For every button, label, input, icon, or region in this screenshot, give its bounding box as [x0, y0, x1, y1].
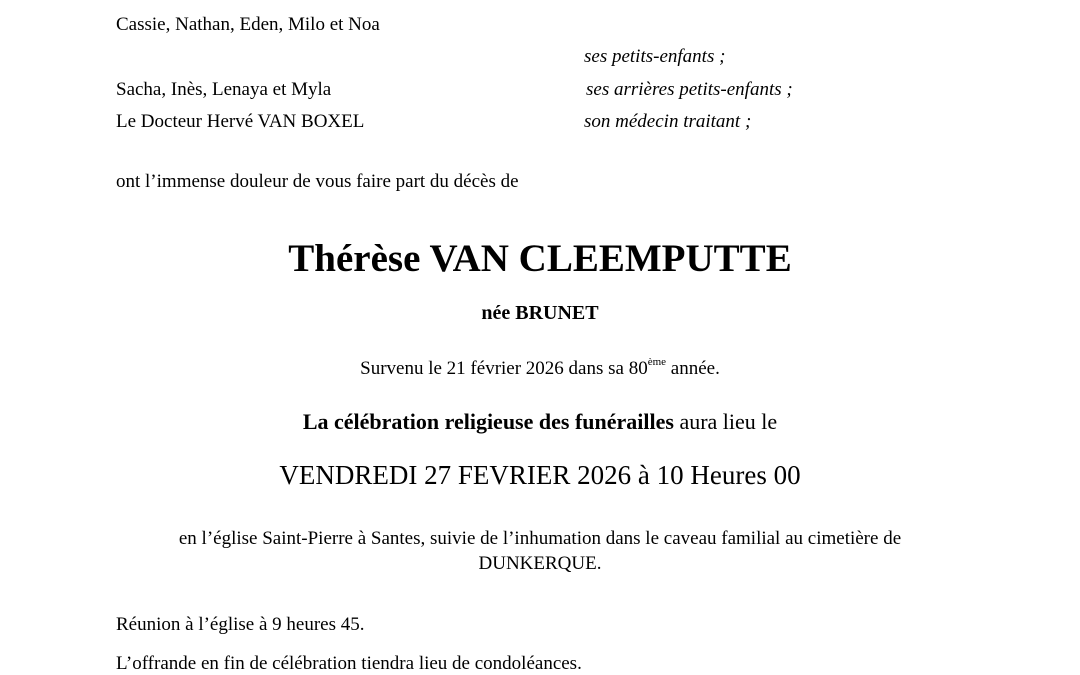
doctor-name: Le Docteur Hervé VAN BOXEL [116, 111, 365, 132]
ceremony-line [0, 409, 1080, 435]
great-grandchildren-role: ses arrières petits-enfants ; [586, 79, 793, 100]
doctor-role: son médecin traitant ; [584, 111, 752, 132]
death-info [0, 358, 1080, 380]
ceremony-rest: aura lieu le [673, 409, 778, 434]
maiden-name: née BRUNET [481, 302, 599, 324]
offering: L’offrande en fin de célébration tiendra lieu de condoléances. [116, 653, 582, 674]
ceremony-place-1: en l’église Saint-Pierre à Santes, suivie de l’inhumation dans le caveau familial au cimetière de [178, 528, 902, 549]
ceremony-bold: La célébration religieuse des funérailles [302, 409, 674, 434]
death-sup: ème [647, 356, 667, 368]
death-suffix: année. [666, 358, 720, 379]
grandchildren-role: ses petits-enfants ; [584, 46, 726, 67]
death-prefix: Survenu le 21 février 2026 dans sa 80 [360, 358, 648, 379]
great-grandchildren-names: Sacha, Inès, Lenaya et Myla [116, 79, 332, 100]
ceremony-date: VENDREDI 27 FEVRIER 2026 à 10 Heures 00 [279, 460, 801, 490]
deceased-name: Thérèse VAN CLEEMPUTTE [288, 237, 792, 280]
meeting: Réunion à l’église à 9 heures 45. [116, 614, 365, 635]
ceremony-place-2: DUNKERQUE. [478, 553, 602, 574]
announcement: ont l’immense douleur de vous faire part du décès de [116, 171, 519, 192]
grandchildren-names: Cassie, Nathan, Eden, Milo et Noa [116, 14, 380, 35]
